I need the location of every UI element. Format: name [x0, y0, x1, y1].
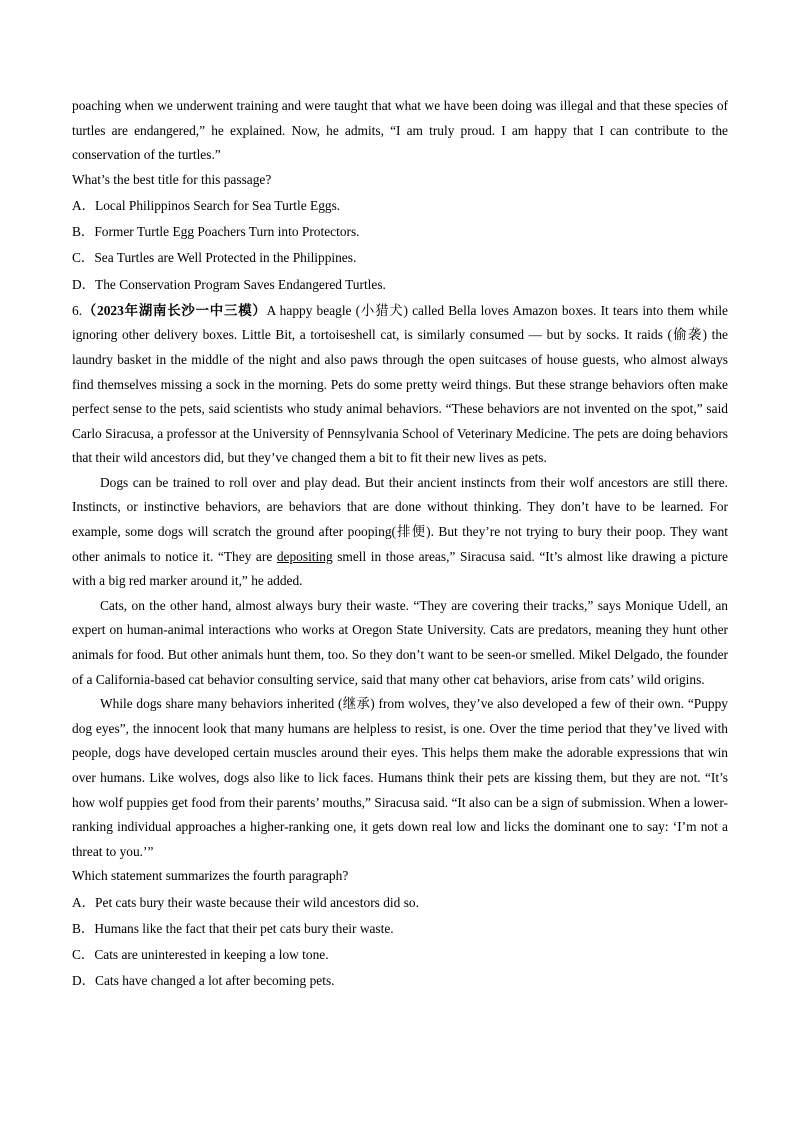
q6-source: （2023年湖南长沙一中三模） [82, 302, 267, 318]
q6-option-c: C．Cats are uninterested in keeping a low tone. [72, 946, 329, 962]
q5-option-b: B．Former Turtle Egg Poachers Turn into Protectors. [72, 224, 360, 240]
q6-option-b: B．Humans like the fact that their pet cats bury their waste. [72, 920, 394, 936]
q6-p2-text-after: smell in those areas,” Siracusa said. “It’s almost like drawing a picture with a big red marker around it,” he added. [72, 548, 729, 589]
underlined-word: depositing [276, 548, 333, 564]
q6-paragraph-3: Cats, on the other hand, almost always bury their waste. “They are covering their tracks,” says Monique Udell, an expert on human-animal interactions who works at Oregon State University. Cats are predators, meaning they hunt other animals for food. But other animals hunt them, too. So they don’t want to be seen-or smelled. Mikel Delgado, the founder of a California-based cat behavior consulting service, said that many other cat behaviors, arise from cats’ wild origins. [72, 597, 728, 687]
q5-option-c: C．Sea Turtles are Well Protected in the Philippines. [72, 250, 357, 266]
q5-passage-tail: poaching when we underwent training and were taught that what we have been doing was illegal and that these species of turtles are endangered,” he explained. Now, he admits, “I am truly proud. I am happy that I can contribute to the conservation of the turtles.” [72, 98, 728, 163]
q6-p2-text-before: Dogs can be trained to roll over and play dead. But their ancient instincts from their wolf ancestors are still there. Instincts, or instinctive behaviors, are behaviors that are done without thinking. They don’t have to be learned. For example, some dogs will scratch the ground after pooping(排便). But they’re not trying to bury their poop. They want other animals to notice it. “They are [72, 474, 728, 564]
q5-question: What’s the best title for this passage? [72, 171, 272, 187]
q5-option-a: A．Local Philippinos Search for Sea Turtle Eggs. [72, 197, 341, 213]
q5-option-d: D．The Conservation Program Saves Endangered Turtles. [72, 276, 386, 292]
q6-question: Which statement summarizes the fourth paragraph? [72, 868, 349, 884]
q6-option-a: A．Pet cats bury their waste because their wild ancestors did so. [72, 894, 419, 910]
q6-option-d: D．Cats have changed a lot after becoming pets. [72, 973, 335, 989]
q6-paragraph-4: While dogs share many behaviors inherited (继承) from wolves, they’ve also developed a few of their own. “Puppy dog eyes”, the innocent look that many humans are helpless to resist, is one. Over the time period that they’ve lived with people, dogs have developed certain muscles around their eyes. This helps them make the adorable expressions that win over humans. Like wolves, dogs also like to lick faces. Humans think their pets are kissing them, but they are not. “It’s how wolf puppies get food from their parents’ mouths,” Siracusa said. “It also can be a sign of submission. When a lower-ranking individual approaches a higher-ranking one, it gets down real low and licks the dominant one to say: ‘I’m not a threat to you.’” [72, 696, 728, 859]
q6-number: 6. [72, 302, 83, 318]
q6-paragraph-2 [72, 471, 728, 594]
q6-p1-text: A happy beagle (小猎犬) called Bella loves Amazon boxes. It tears into them while ignoring other delivery boxes. Little Bit, a tortoiseshell cat, is similarly consumed — but by socks. It raids (偷袭) the laundry basket in the middle of the night and also paws through the open suitcases of house guests, who almost always find themselves missing a sock in the morning. Pets do some pretty weird things. But these strange behaviors often make perfect sense to the pets, said scientists who study animal behaviors. “These behaviors are not invented on the spot,” said Carlo Siracusa, a professor at the University of Pennsylvania School of Veterinary Medicine. The pets are doing behaviors that their wild ancestors did, but they’ve changed them a bit to fit their new lives as pets. [72, 302, 728, 466]
q6-paragraph-1 [72, 299, 728, 471]
